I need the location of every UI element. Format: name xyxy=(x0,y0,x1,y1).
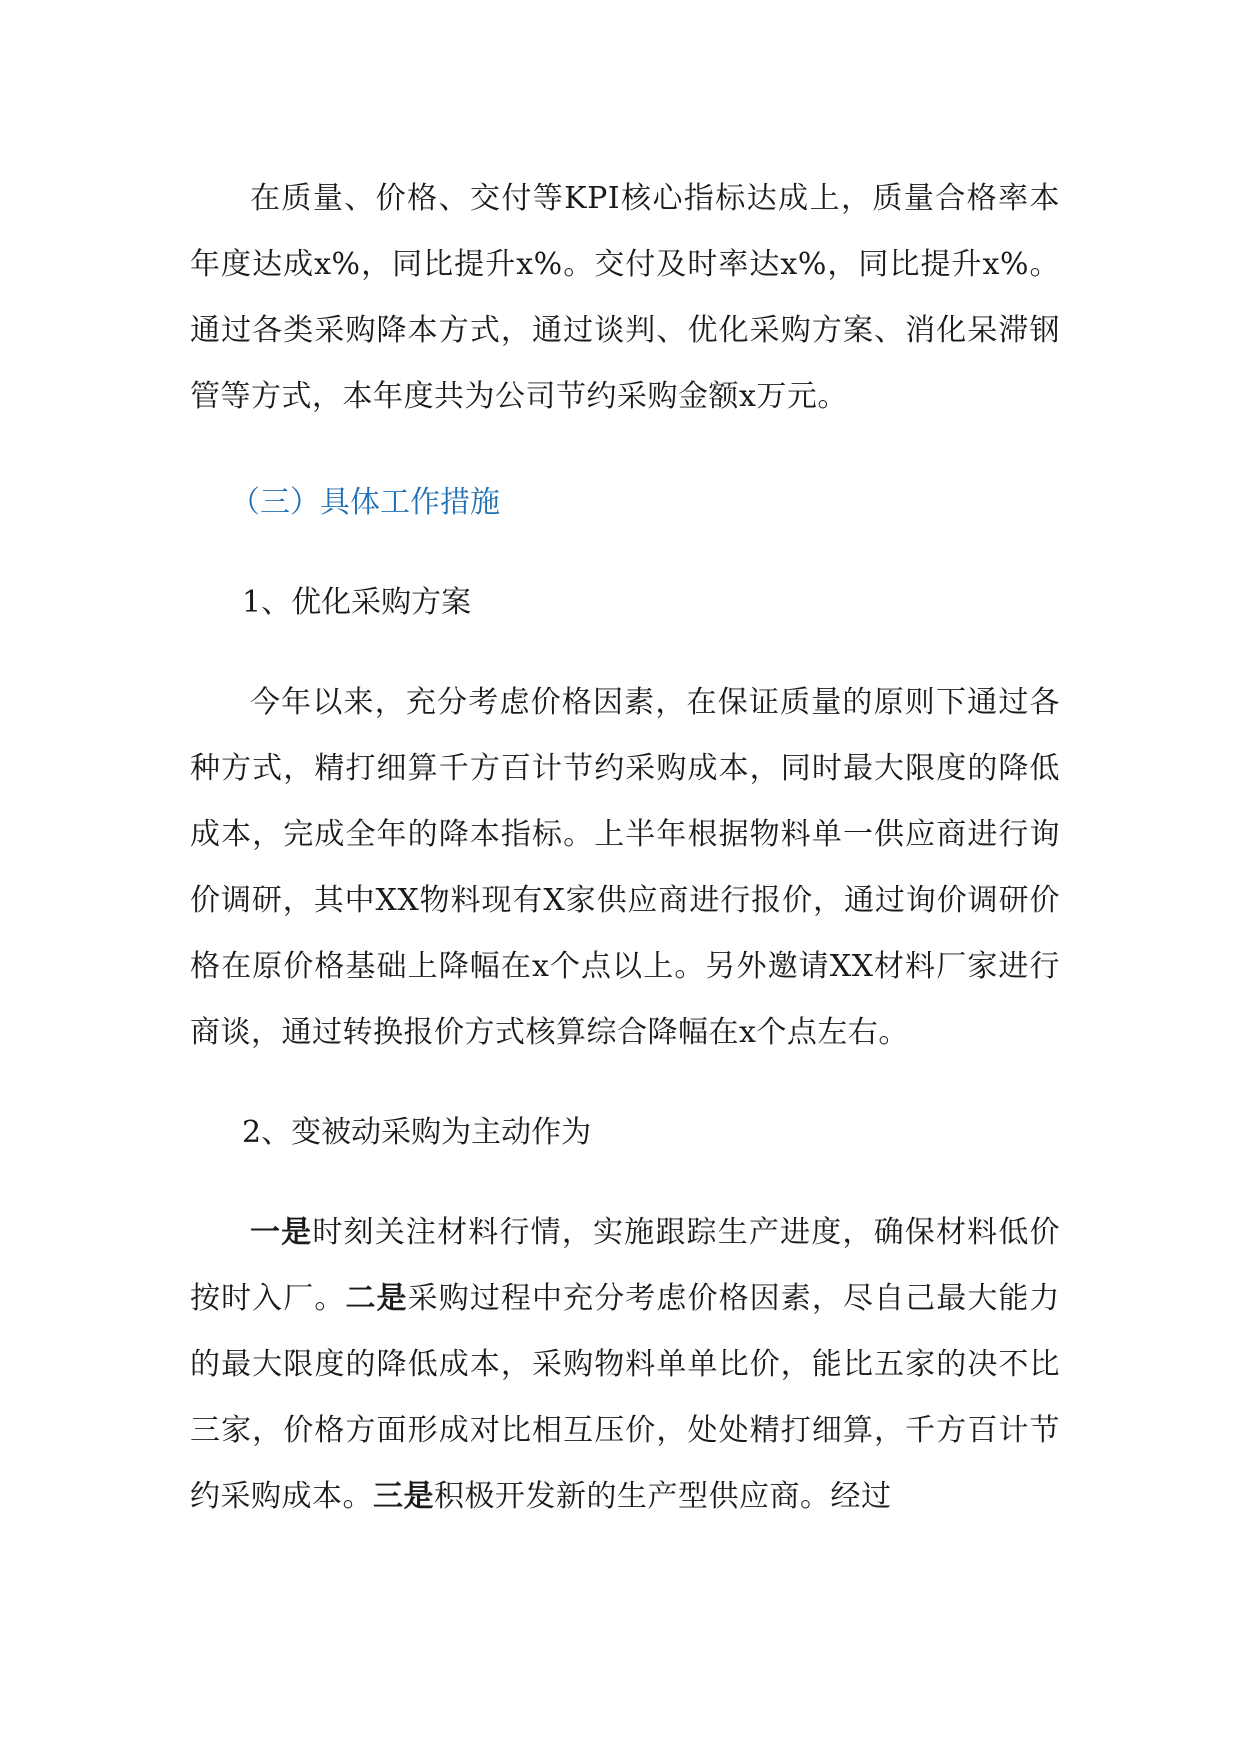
document-page xyxy=(190,166,1060,1530)
text-first: 时刻关注材料行情，实施跟踪生产进度，确保材料低价按时入厂。 xyxy=(190,1215,1061,1316)
section-heading-work-measures: （三）具体工作措施 xyxy=(230,485,500,520)
spacer xyxy=(190,1166,1060,1200)
spacer xyxy=(190,1066,1060,1100)
lead-third: 三是 xyxy=(373,1479,434,1514)
item-heading-optimize-procurement: 1、优化采购方案 xyxy=(242,585,472,620)
proactive-procurement-paragraph xyxy=(190,1200,1060,1530)
spacer xyxy=(190,536,1060,570)
text-third: 积极开发新的生产型供应商。经过 xyxy=(434,1479,892,1514)
item-heading-proactive-procurement: 2、变被动采购为主动作为 xyxy=(242,1115,592,1150)
kpi-summary-paragraph: 在质量、价格、交付等KPI核心指标达成上，质量合格率本年度达成x%，同比提升x%。交付及时率达x%，同比提升x%。通过各类采购降本方式，通过谈判、优化采购方案、消化呆滞钢管等方式，本年度共为公司节约采购金额x万元。 xyxy=(190,181,1060,414)
optimize-procurement-paragraph: 今年以来，充分考虑价格因素，在保证质量的原则下通过各种方式，精打细算千方百计节约采购成本，同时最大限度的降低成本，完成全年的降本指标。上半年根据物料单一供应商进行询价调研，其中XX物料现有X家供应商进行报价，通过询价调研价格在原价格基础上降幅在x个点以上。另外邀请XX材料厂家进行商谈，通过转换报价方式核算综合降幅在x个点左右。 xyxy=(190,685,1060,1050)
lead-first: 一是 xyxy=(250,1215,313,1250)
spacer xyxy=(190,430,1060,470)
text-second: 采购过程中充分考虑价格因素，尽自己最大能力的最大限度的降低成本，采购物料单单比价，能比五家的决不比三家，价格方面形成对比相互压价，处处精打细算，千方百计节约采购成本。 xyxy=(190,1281,1061,1514)
lead-second: 二是 xyxy=(345,1281,408,1316)
spacer xyxy=(190,636,1060,670)
